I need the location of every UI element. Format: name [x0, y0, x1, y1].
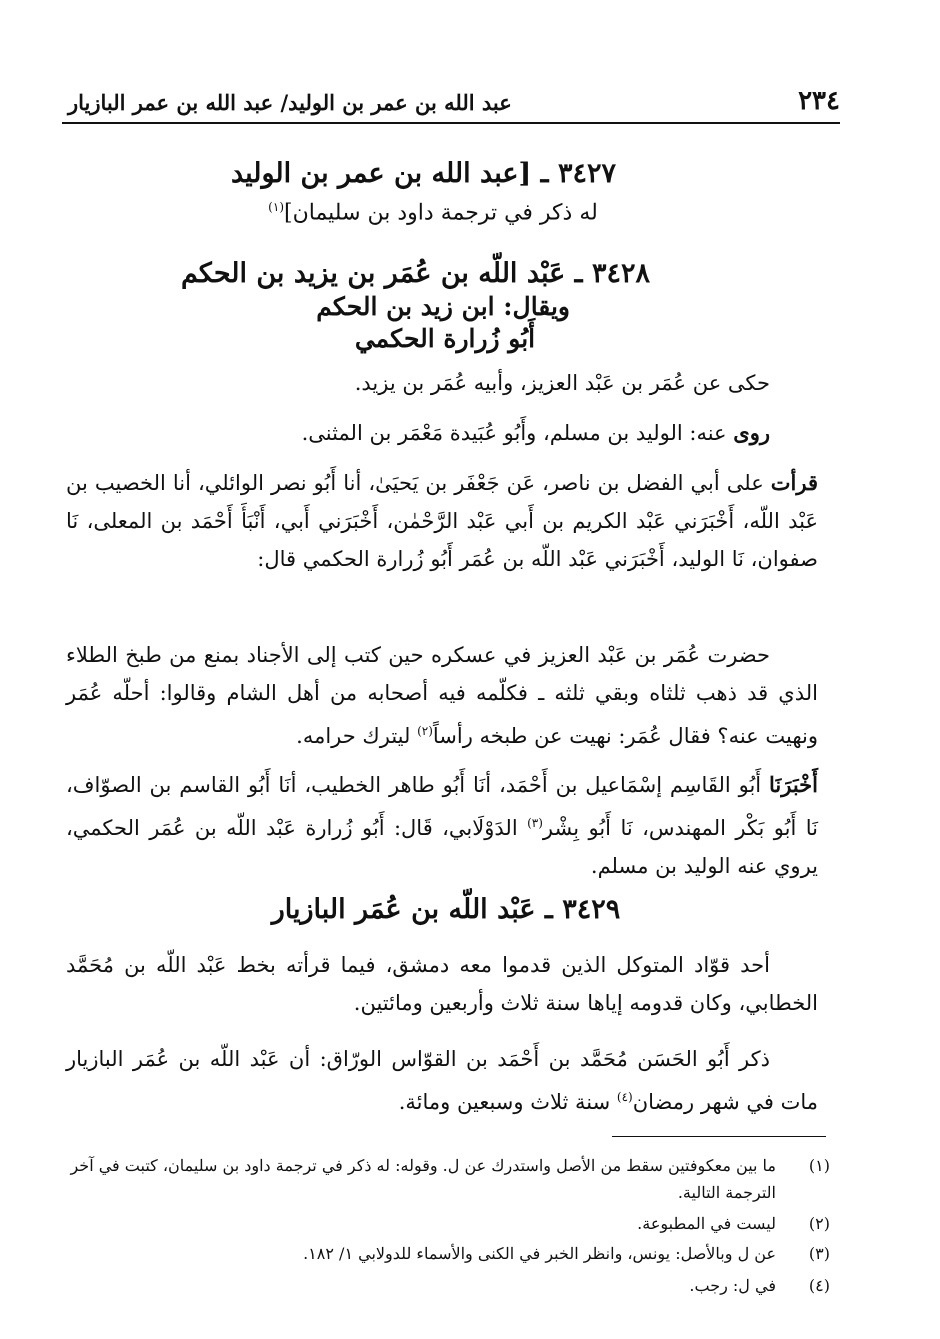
paragraph-text-end: سنة ثلاث وسبعين ومائة. — [398, 1090, 617, 1114]
footnote-text: عن ل وبالأصل: يونس، وانظر الخبر في الكنى والأسماء للدولابي ١/ ١٨٢. — [303, 1244, 776, 1263]
page-header — [62, 82, 840, 124]
paragraph-text: حضرت عُمَر بن عَبْد العزيز في عسكره حين كتب إلى الأجناد بمنع من طبخ الطلاء الذي قد ذهب ثلثاه وبقي ثلثه ـ فكلّمه فيه أصحابه من أهل الشام وقالوا: أحلّه عُمَر ونهيت عنه؟ فقال عُمَر: نهيت عن طبخه رأساً — [66, 643, 818, 748]
footnote-1 — [64, 1152, 830, 1206]
paragraph-text: أَبُو القَاسِم إسْمَاعيل بن أَحْمَد، أنَا أَبُو طاهر الخطيب، أنَا أَبُو القاسم بن الصوّاف، نَا أَبُو بَكْر المهندس، نَا أَبُو بِشْر — [66, 773, 818, 840]
footnote-3 — [64, 1240, 830, 1267]
entry-3427-note-text: له ذكر في ترجمة داود بن سليمان] — [284, 200, 598, 226]
footnote-ref-3: (٣) — [527, 816, 543, 830]
footnote-number: (١) — [808, 1156, 830, 1175]
footnote-4 — [64, 1272, 830, 1299]
paragraph-text-end: ليترك حرامه. — [296, 724, 418, 748]
entry-3429-title: ٣٤٢٩ ـ عَبْد اللّه بن عُمَر البازيار — [271, 894, 621, 925]
paragraph-text: عنه: الوليد بن مسلم، وأَبُو عُبَيدة مَعْمَر بن المثنى. — [301, 421, 734, 445]
entry-3428-paragraph-1: حكى عن عُمَر بن عَبْد العزيز، وأبيه عُمَر بن يزيد. — [354, 371, 770, 395]
entry-3429-paragraph-2 — [66, 1040, 818, 1121]
entry-3428-paragraph-4 — [66, 636, 818, 755]
entry-3427-title: ٣٤٢٧ ـ [عبد الله بن عمر بن الوليد — [230, 158, 616, 189]
entry-3429-paragraph-1: أحد قوّاد المتوكل الذين قدموا معه دمشق، فيما قرأته بخط عَبْد اللّه بن مُحَمَّد الخطابي، وكان قدومه إياها سنة ثلاث وأربعين ومائتين. — [66, 953, 818, 1015]
footnote-number: (٢) — [808, 1214, 830, 1233]
footnote-text: في ل: رجب. — [689, 1276, 776, 1295]
entry-3428-paragraph-2 — [66, 414, 818, 452]
entry-3428-alt-name: ويقال: ابن زيد بن الحكم — [316, 292, 570, 321]
entry-3428-paragraph-5 — [66, 766, 818, 885]
running-head: عبد الله بن عمر بن الوليد/ عبد الله بن عمر البازيار — [68, 90, 512, 115]
paragraph-text-end: الدَوْلَابي، قَال: أَبُو زُرارة عَبْد اللّه بن عُمَر الحكمي، يروي عنه الوليد بن مسلم. — [66, 816, 818, 878]
footnote-number: (٤) — [808, 1276, 830, 1295]
lead-word: قرأت — [770, 470, 818, 495]
entry-3427-note — [250, 200, 616, 225]
footnote-text: ما بين معكوفتين سقط من الأصل واستدرك عن ل. وقوله: له ذكر في ترجمة داود بن سليمان، كتبت في آخر الترجمة التالية. — [70, 1156, 776, 1202]
footnote-text: ليست في المطبوعة. — [637, 1214, 776, 1233]
entry-3428-title: ٣٤٢٨ ـ عَبْد اللّه بن عُمَر بن يزيد بن الحكم — [180, 258, 650, 289]
entry-3428-paragraph-3 — [66, 464, 818, 578]
footnote-separator — [612, 1136, 826, 1137]
footnote-ref-2: (٢) — [417, 724, 433, 738]
footnote-ref-1: (١) — [268, 200, 284, 214]
footnote-ref-4: (٤) — [616, 1090, 633, 1104]
paragraph-text: ذكر أَبُو الحَسَن مُحَمَّد بن أَحْمَد بن القوّاس الورّاق: أن عَبْد اللّه بن عُمَر البازيار مات في شهر رمضان — [66, 1047, 818, 1114]
paragraph-text: على أبي الفضل بن ناصر، عَن جَعْفَر بن يَحيَىٰ، أنا أَبُو نصر الوائلي، أنا الخصيب بن عَبْد اللّه، أَخْبَرَني عَبْد الكريم بن أَبي عَبْد الرَّحْمٰن، أَخْبَرَني أَبي، أَنْبَأَ أَحْمَد بن المعلى، نَا صفوان، نَا الوليد، أَخْبَرَني عَبْد اللّه بن عُمَر أَبُو زُرارة الحكمي قال: — [66, 471, 818, 571]
footnote-number: (٣) — [808, 1244, 830, 1263]
lead-word: أَخْبَرَنَا — [769, 772, 818, 797]
entry-3428-kunya: أَبُو زُرارة الحكمي — [354, 324, 536, 353]
page-number: ٢٣٤ — [798, 86, 840, 116]
lead-word: روى — [733, 420, 770, 445]
footnote-2 — [64, 1210, 830, 1237]
